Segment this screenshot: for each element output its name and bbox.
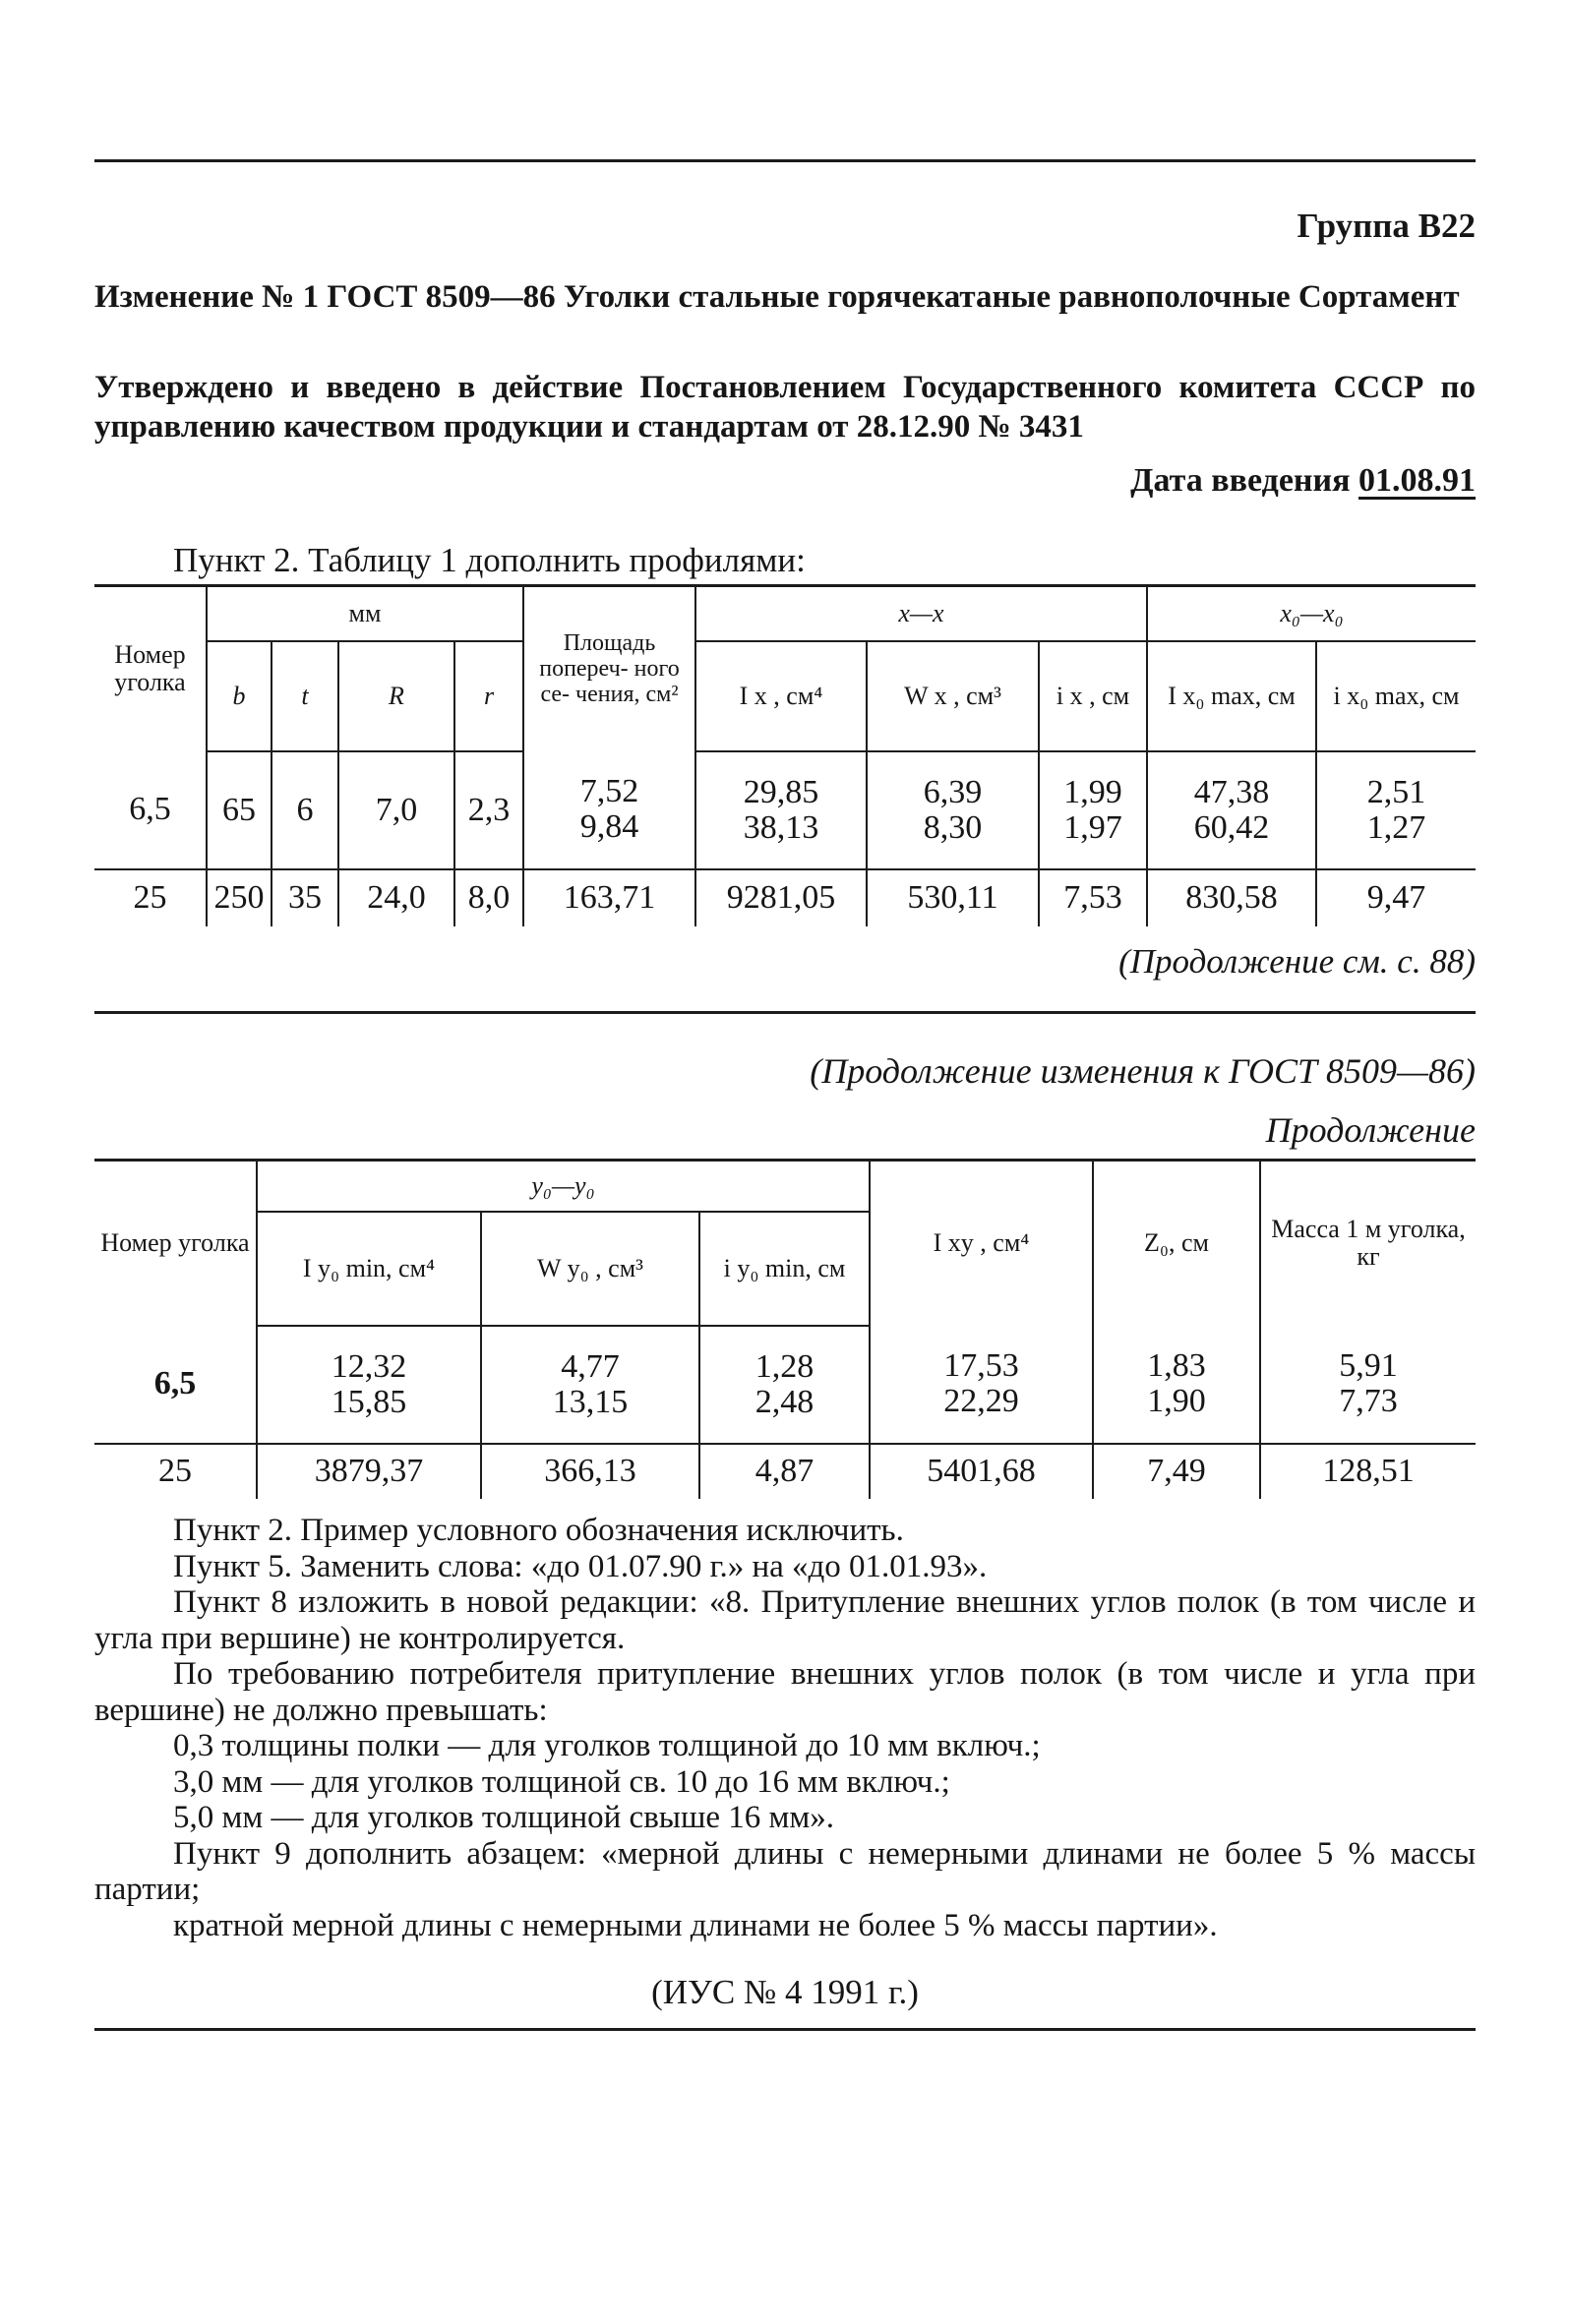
t1-row-b: 250 xyxy=(207,869,272,926)
table1-intro: Пункт 2. Таблицу 1 дополнить профилями: xyxy=(173,541,806,579)
t2-header-number: Номер уголка xyxy=(94,1161,257,1326)
effective-date-value: 01.08.91 xyxy=(1358,462,1476,499)
t1-header-Wx: W x , см³ xyxy=(867,641,1039,751)
source-reference: (ИУС № 4 1991 г.) xyxy=(651,1973,919,2011)
t1-row-Ix: 9281,05 xyxy=(695,869,867,926)
continued-note: (Продолжение см. с. 88) xyxy=(1118,942,1476,981)
t2-row-iy0: 4,87 xyxy=(699,1444,870,1499)
t1-row-t: 6 xyxy=(272,751,338,869)
continuation-title: (Продолжение изменения к ГОСТ 8509—86) xyxy=(810,1051,1476,1091)
body-paragraph: 3,0 мм — для уголков толщиной св. 10 до 16 мм включ.; xyxy=(173,1763,950,1800)
t1-row-area: 163,71 xyxy=(523,869,695,926)
table1 xyxy=(94,584,1476,926)
t1-row-Wx: 530,11 xyxy=(867,869,1039,926)
t2-row-Iy0: 3879,37 xyxy=(257,1444,481,1499)
t2-header-Wy0: W y₀ , см³ xyxy=(481,1212,699,1326)
t2-row-mass: 5,91 7,73 xyxy=(1260,1326,1476,1444)
t1-row-Wx: 6,39 8,30 xyxy=(867,751,1039,869)
t2-row-Iy0: 12,32 15,85 xyxy=(257,1326,481,1444)
t1-header-x0x0: x₀—x₀ xyxy=(1147,586,1476,641)
t1-row-b: 65 xyxy=(207,751,272,869)
t2-header-Iy0: I y₀ min, см⁴ xyxy=(257,1212,481,1326)
body-paragraph: Пункт 8 изложить в новой редакции: «8. Притупление внешних углов полок (в том числе и угла при вершине) не контролируется. xyxy=(94,1584,1476,1656)
group-code: Группа В22 xyxy=(1297,207,1476,245)
t1-header-b: b xyxy=(207,641,272,751)
t2-row-mass: 128,51 xyxy=(1260,1444,1476,1499)
body-paragraph: 0,3 толщины полки — для уголков толщиной до 10 мм включ.; xyxy=(173,1728,1041,1763)
t2-row-iy0: 1,28 2,48 xyxy=(699,1326,870,1444)
amendment-title: Изменение № 1 ГОСТ 8509—86 Уголки стальные горячекатаные равнополочные Сортамент xyxy=(94,279,1460,315)
body-paragraph: 5,0 мм — для уголков толщиной свыше 16 мм». xyxy=(173,1800,835,1835)
t2-header-y0y0: y₀—y₀ xyxy=(257,1161,870,1212)
t1-row-ix0: 9,47 xyxy=(1316,869,1476,926)
t2-header-mass: Масса 1 м уголка, кг xyxy=(1260,1161,1476,1326)
t2-header-iy0: i y₀ min, см xyxy=(699,1212,870,1326)
t1-row-ix0: 2,51 1,27 xyxy=(1316,751,1476,869)
effective-date-label: Дата введения xyxy=(1130,462,1351,499)
t2-row-number: 25 xyxy=(94,1444,257,1499)
t1-row-Ix0: 830,58 xyxy=(1147,869,1316,926)
t1-row-Ix0: 47,38 60,42 xyxy=(1147,751,1316,869)
body-paragraph: кратной мерной длины с немерными длинами не более 5 % массы партии». xyxy=(173,1907,1218,1943)
t1-header-xx: x—x xyxy=(695,586,1147,641)
t1-row-ix: 1,99 1,97 xyxy=(1039,751,1147,869)
t1-row-Ix: 29,85 38,13 xyxy=(695,751,867,869)
t1-header-t: t xyxy=(272,641,338,751)
effective-date xyxy=(94,462,1476,500)
t1-header-Ix: I x , см⁴ xyxy=(695,641,867,751)
t1-row-r: 2,3 xyxy=(454,751,523,869)
t2-row-Ixy: 5401,68 xyxy=(870,1444,1093,1499)
t2-row-Wy0: 366,13 xyxy=(481,1444,699,1499)
t1-row-area: 7,52 9,84 xyxy=(523,751,695,869)
t1-header-R: R xyxy=(338,641,454,751)
continuation-label: Продолжение xyxy=(1265,1110,1476,1150)
t1-header-number: Номер уголка xyxy=(94,586,207,751)
t1-row-R: 7,0 xyxy=(338,751,454,869)
t1-row-number: 6,5 xyxy=(94,751,207,869)
t1-header-ix: i x , см xyxy=(1039,641,1147,751)
t2-row-z0: 1,83 1,90 xyxy=(1093,1326,1260,1444)
bottom-rule xyxy=(94,2028,1476,2031)
t2-header-Ixy: I xy , см⁴ xyxy=(870,1161,1093,1326)
body-paragraph: Пункт 5. Заменить слова: «до 01.07.90 г.» на «до 01.01.93». xyxy=(173,1548,988,1584)
t1-header-area: Площадь попереч- ного се- чения, см² xyxy=(523,586,695,751)
body-paragraph: Пункт 2. Пример условного обозначения исключить. xyxy=(173,1513,904,1548)
t1-row-t: 35 xyxy=(272,869,338,926)
t2-row-number: 6,5 xyxy=(94,1326,257,1444)
t1-header-ix0: i x₀ max, см xyxy=(1316,641,1476,751)
t1-header-Ix0: I x₀ max, см xyxy=(1147,641,1316,751)
t1-row-R: 24,0 xyxy=(338,869,454,926)
t1-header-mm: мм xyxy=(207,586,523,641)
t2-row-Wy0: 4,77 13,15 xyxy=(481,1326,699,1444)
approval-statement: Утверждено и введено в действие Постановлением Государственного комитета СССР по управлению качеством продукции и стандартам от 28.12.90 № 3431 xyxy=(94,370,1476,445)
body-paragraph: По требованию потребителя притупление внешних углов полок (в том числе и угла при вершине) не должно превышать: xyxy=(94,1656,1476,1728)
top-rule xyxy=(94,159,1476,162)
t2-row-Ixy: 17,53 22,29 xyxy=(870,1326,1093,1444)
t1-header-r: r xyxy=(454,641,523,751)
t1-row-number: 25 xyxy=(94,869,207,926)
page-break-rule xyxy=(94,1011,1476,1014)
t1-row-ix: 7,53 xyxy=(1039,869,1147,926)
t2-header-z0: Z₀, см xyxy=(1093,1161,1260,1326)
t2-row-z0: 7,49 xyxy=(1093,1444,1260,1499)
amendment-body xyxy=(94,1513,1476,1943)
table2 xyxy=(94,1159,1476,1499)
body-paragraph: Пункт 9 дополнить абзацем: «мерной длины с немерными длинами не более 5 % массы партии; xyxy=(94,1835,1476,1907)
t1-row-r: 8,0 xyxy=(454,869,523,926)
